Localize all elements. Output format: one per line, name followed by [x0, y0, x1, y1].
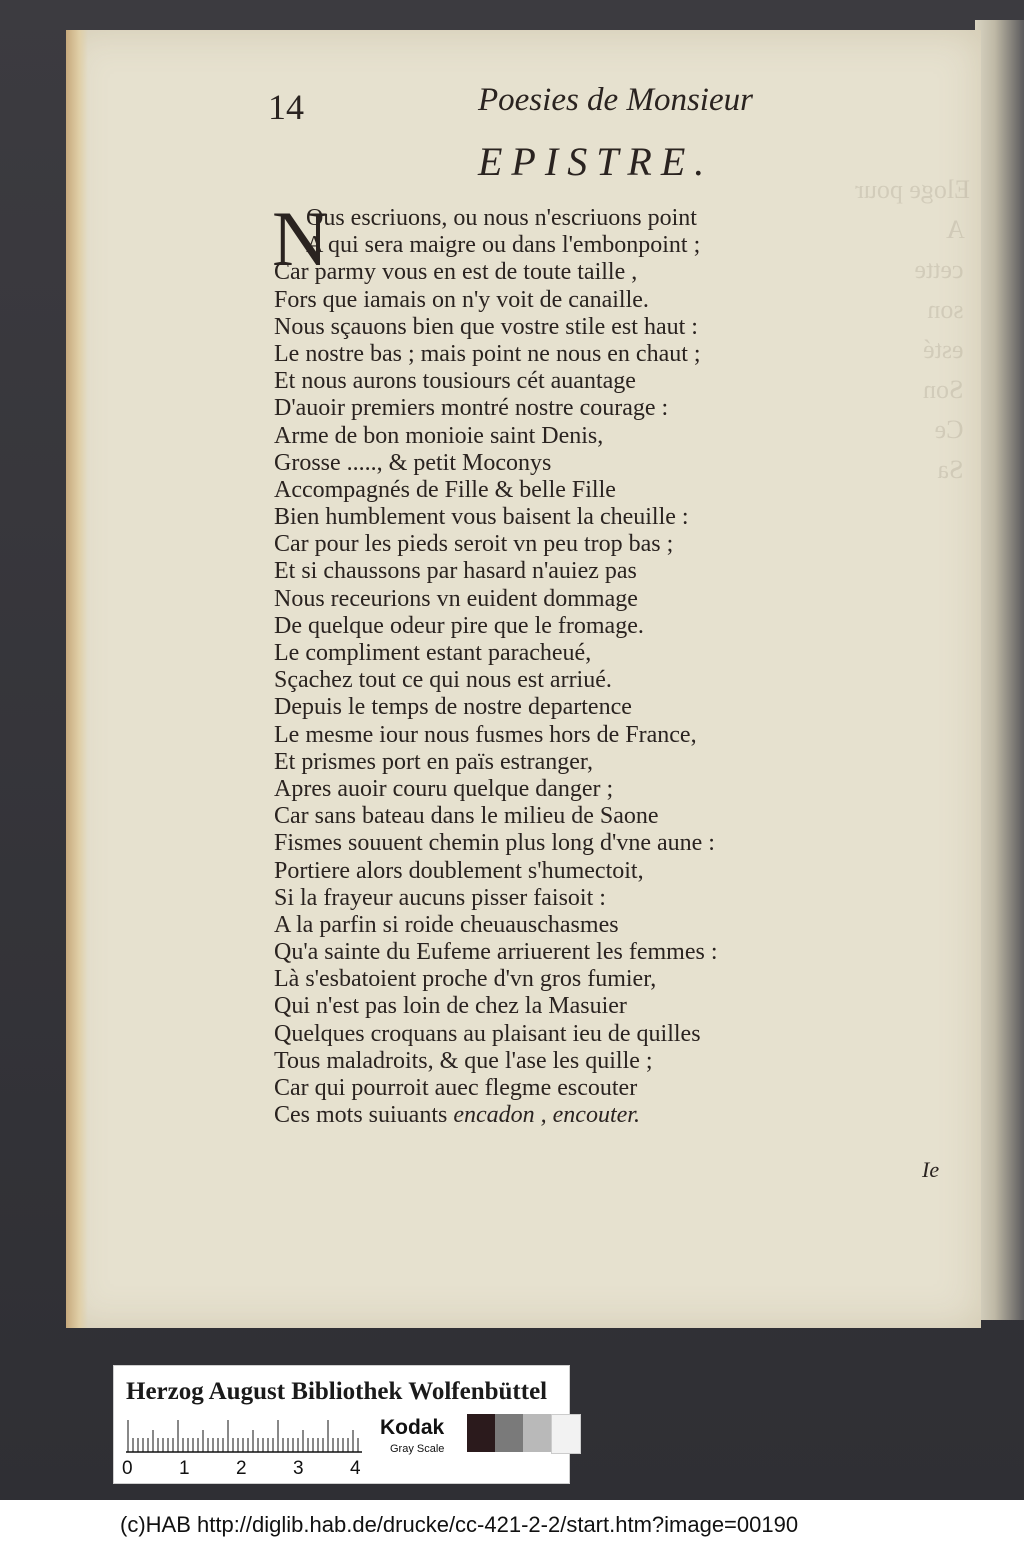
poem-line-text: Portiere alors doublement s'humectoit, [274, 857, 644, 884]
poem-line [274, 341, 834, 368]
poem-line-text: Nous sçauons bien que vostre stile est haut : [274, 313, 698, 340]
poem-line [274, 395, 834, 422]
poem-line [274, 912, 834, 939]
poem-line-text: Apres auoir couru quelque danger ; [274, 775, 614, 802]
poem-line [274, 694, 834, 721]
poem-line-text: Fismes souuent chemin plus long d'vne aune : [274, 830, 715, 857]
poem-line [274, 205, 834, 232]
poem-line [274, 423, 834, 450]
poem-line [274, 776, 834, 803]
gray-swatch [523, 1414, 551, 1452]
poem-line [274, 314, 834, 341]
poem-line-text: Et prismes port en païs estranger, [274, 748, 593, 775]
poem-line-text: Car pour les pieds seroit vn peu trop bas ; [274, 531, 674, 558]
poem-line [274, 722, 834, 749]
poem-line-text: Fors que iamais on n'y voit de canaille. [274, 286, 649, 313]
poem-line-italic: encadon , encouter. [447, 1102, 640, 1129]
poem-line [274, 1021, 834, 1048]
ruler-numbers [122, 1458, 372, 1480]
ruler-number: 4 [350, 1458, 361, 1479]
ruler-number: 0 [122, 1458, 133, 1479]
ruler-number: 1 [179, 1458, 190, 1479]
color-calibration-card [113, 1365, 570, 1484]
poem-line [274, 287, 834, 314]
gray-swatches [467, 1414, 581, 1452]
poem-line [274, 939, 834, 966]
poem-line-text: Car parmy vous en est de toute taille , [274, 259, 638, 286]
poem-line-text: Qu'a sainte du Eufeme arriuerent les femmes : [274, 939, 718, 966]
poem-line-text: Le nostre bas ; mais point ne nous en chaut ; [274, 340, 701, 367]
poem-line-text: Car sans bateau dans le milieu de Saone [274, 803, 659, 830]
poem-line [274, 803, 834, 830]
poem-line [274, 830, 834, 857]
gray-swatch [495, 1414, 523, 1452]
poem-line-text: D'auoir premiers montré nostre courage : [274, 395, 669, 422]
poem-line [274, 259, 834, 286]
poem-line [274, 558, 834, 585]
poem-line [274, 993, 834, 1020]
poem-line-text: Nous receurions vn euident dommage [274, 585, 638, 612]
poem-line-text: A qui sera maigre ou dans l'embonpoint ; [306, 232, 701, 259]
poem-line [274, 613, 834, 640]
poem-line [274, 885, 834, 912]
poem-line [274, 966, 834, 993]
poem-line [274, 477, 834, 504]
poem-line-text: Car qui pourroit auec flegme escouter [274, 1075, 638, 1101]
poem-line [274, 749, 834, 776]
ruler-number: 2 [236, 1458, 247, 1479]
ruler-scale [126, 1416, 366, 1456]
poem-line-text: Tous maladroits, & que l'ase les quille ; [274, 1047, 653, 1074]
gray-scale-label: Gray Scale [390, 1443, 445, 1455]
poem-line-text: Là s'esbatoient proche d'vn gros fumier, [274, 966, 657, 993]
poem-line [274, 1075, 834, 1102]
poem-line [274, 450, 834, 477]
poem-line [274, 504, 834, 531]
page-gutter-shadow [66, 30, 88, 1328]
poem-text [274, 205, 834, 1129]
poem-line [274, 1102, 834, 1129]
section-title: EPISTRE. [478, 139, 714, 184]
poem-line-text: Si la frayeur aucuns pisser faisoit : [274, 884, 606, 911]
poem-line-text: Sçachez tout ce qui nous est arriué. [274, 667, 612, 694]
poem-line [274, 531, 834, 558]
poem-line-text: Le mesme iour nous fusmes hors de France, [274, 721, 697, 748]
poem-line-text: Le compliment estant paracheué, [274, 640, 592, 666]
poem-line-text: Accompagnés de Fille & belle Fille [274, 476, 616, 503]
poem-line-text: Et si chaussons par hasard n'auiez pas [274, 558, 637, 585]
poem-line-text: Arme de bon monioie saint Denis, [274, 422, 604, 449]
catchword: Ie [922, 1157, 940, 1182]
facing-page-edge [975, 20, 1024, 1320]
poem-line-text: Ces mots suiuants [274, 1102, 448, 1129]
poem-line [274, 667, 834, 694]
poem-line [274, 232, 834, 259]
poem-line [274, 368, 834, 395]
poem-line [274, 858, 834, 885]
drop-cap: N [272, 195, 329, 282]
poem-line-text: De quelque odeur pire que le fromage. [274, 612, 644, 639]
running-head: Poesies de Monsieur [478, 82, 753, 118]
poem-line-text: Ous escriuons, ou nous n'escriuons point [306, 205, 697, 231]
poem-line-text: Depuis le temps de nostre departence [274, 694, 632, 721]
poem-line-text: Grosse ....., & petit Moconys [274, 449, 552, 476]
poem-line-text: Quelques croquans au plaisant ieu de quilles [274, 1020, 701, 1047]
poem-line-text: Bien humblement vous baisent la cheuille : [274, 504, 689, 531]
page-number: 14 [268, 87, 304, 127]
poem-line [274, 1048, 834, 1075]
poem-line-text: A la parfin si roide cheuauschasmes [274, 911, 619, 938]
poem-line-text: Qui n'est pas loin de chez la Masuier [274, 993, 627, 1020]
poem-line-text: Et nous aurons tousiours cét auantage [274, 368, 636, 395]
ruler-number: 3 [293, 1458, 304, 1479]
gray-swatch [551, 1414, 581, 1454]
kodak-brand: Kodak [380, 1416, 445, 1439]
poem-line [274, 640, 834, 667]
copyright-url[interactable]: (c)HAB http://diglib.hab.de/drucke/cc-421-2-2/start.htm?image=00190 [120, 1512, 799, 1537]
poem-line [274, 586, 834, 613]
library-name: Herzog August Bibliothek Wolfenbüttel [126, 1378, 548, 1405]
gray-swatch [467, 1414, 495, 1452]
